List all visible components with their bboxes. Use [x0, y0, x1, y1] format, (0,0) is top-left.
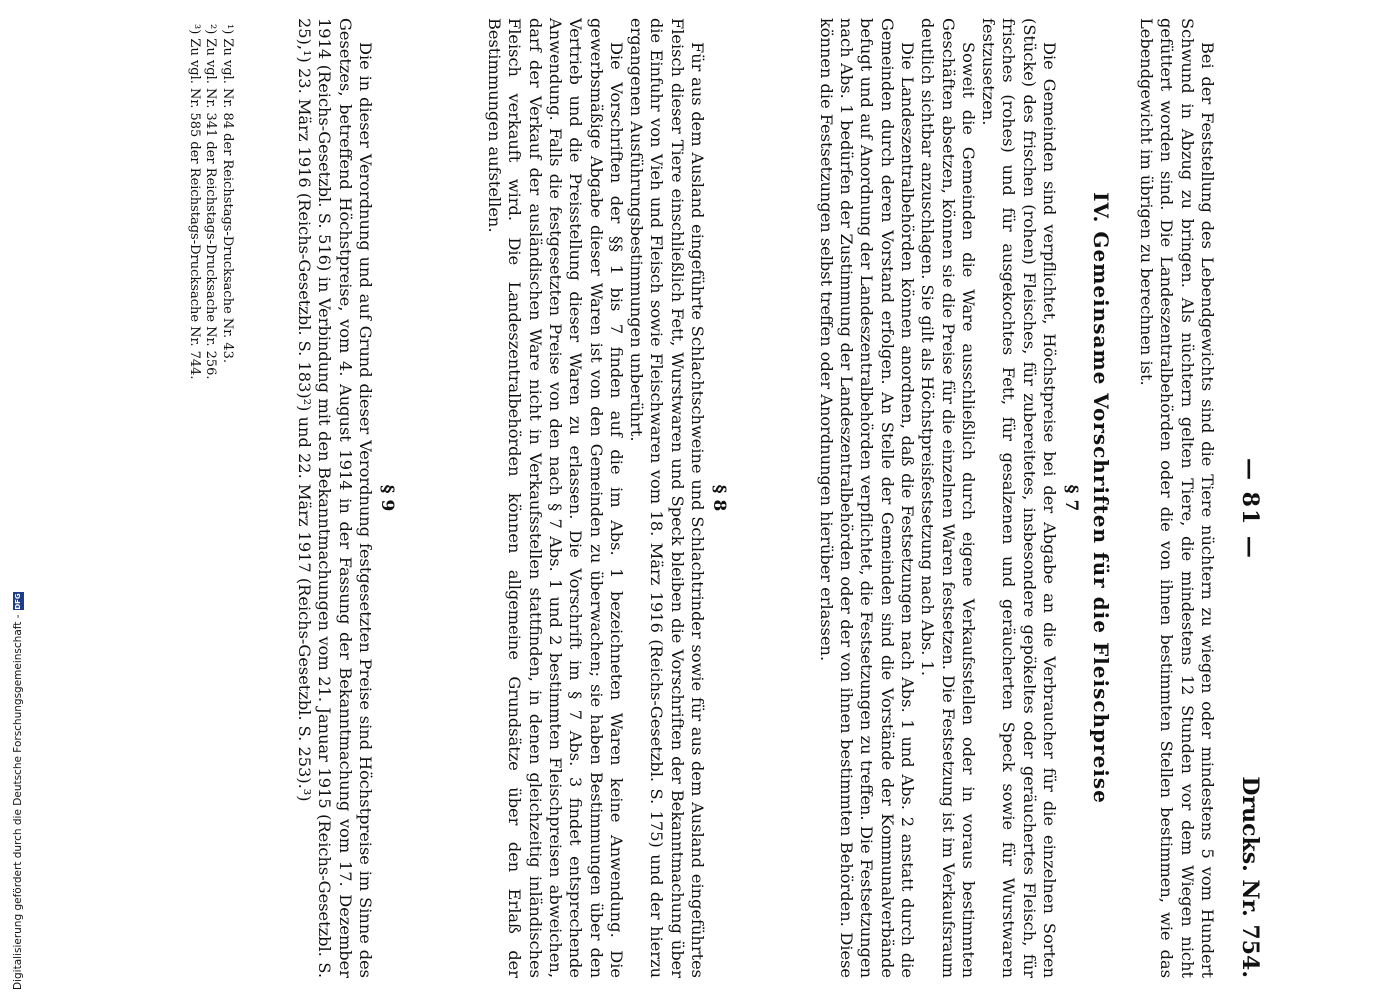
- section-8-paragraph: Für aus dem Ausland eingeführte Schlachtschweine und Schlachtrinder sowie für aus dem Ausland eingeführtes Fleisch dieser Tiere einschließlich Fett, Wurstwaren und Speck bleiben die Vorschriften der Bekanntmachung über die Einfuhr von Vieh und Fleisch sowie Fleischwaren vom 18. März 1916 (Reichs-Gesetzbl. S. 175) und der hierzu ergangenen Ausführungsbestimmungen unberührt.: [627, 18, 707, 978]
- footnote: ²) Zu vgl. Nr. 341 der Reichstags-Drucksache Nr. 256.: [203, 24, 219, 380]
- digitization-text: Digitalisierung gefördert durch die Deutsche Forschungsgemeinschaft -: [12, 614, 24, 990]
- section-title: IV. Gemeinsame Vorschriften für die Fleischpreise: [1089, 192, 1113, 804]
- page-number: — 81 —: [1237, 458, 1263, 560]
- section-8-body: [484, 18, 707, 978]
- intro-paragraph: Bei der Feststellung des Lebendgewichts sind die Tiere nüchtern zu wiegen oder mindestens 5 vom Hundert Schwund in Abzug zu bringen. Als nüchtern gelten Tiere, die mindestens 12 Stunden vor dem Wiegen nicht gefüttert worden sind. Die Landeszentralbehörden oder die von ihnen bestimmten Stellen bestimmen, wie das Lebendgewicht im übrigen zu berechnen ist.: [1137, 18, 1217, 978]
- section-9-body: [294, 18, 375, 978]
- section-9-paragraph: Die in dieser Verordnung und auf Grund dieser Verordnung festgesetzten Preise sind Höchstpreise im Sinne des Gesetzes, betreffend Höchstpreise, vom 4. August 1914 in der Fassung der Bekanntmachung vom 17. Dezember 1914 (Reichs-Gesetzbl. S. 516) in Verbindung mit den Bekanntmachungen vom 21. Januar 1915 (Reichs-Gesetzbl. S. 25),¹) 23. März 1916 (Reichs-Gesetzbl. S. 183)²) und 22. März 1917 (Reichs-Gesetzbl. S. 253).³): [295, 18, 375, 978]
- document-page: [130, 18, 1265, 978]
- digitization-note: [12, 590, 24, 990]
- section-7-paragraph: Die Gemeinden sind verpflichtet, Höchstpreise bei der Abgabe an die Verbraucher für die einzelnen Sorten (Stücke) des frischen (rohen) Fleisches, für zubereitetes, insbesondere gepökeltes oder geräuchertes Fleisch, für frisches (rohes) und für ausgekochtes Fett, für gesalzenen und geräucherten Speck sowie für Wurstwaren festzusetzen.: [979, 18, 1059, 978]
- section-8-paragraph: Die Vorschriften der §§ 1 bis 7 finden auf die im Abs. 1 bezeichneten Waren keine Anwendung. Die gewerbsmäßige Abgabe dieser Waren ist von den Gemeinden zu überwachen; sie haben Bestimmungen über den Vertrieb und die Preisstellung dieser Waren zu erlassen. Die Vorschrift im § 7 Abs. 3 findet entsprechende Anwendung. Falls die festgesetzten Preise von den nach § 7 Abs. 1 und 2 bestimmten Fleischpreisen abweichen, darf der Verkauf der ausländischen Ware nicht in Verkaufsstellen stattfinden, in denen gleichzeitig inländisches Fleisch verkauft wird. Die Landeszentralbehörden können allgemeine Grundsätze über den Erlaß der Bestimmungen aufstellen.: [485, 18, 626, 978]
- footnote: ³) Zu vgl. Nr. 585 der Reichstags-Drucksache Nr. 744.: [187, 24, 202, 380]
- page-header: [1225, 18, 1265, 978]
- section-7-paragraph: Soweit die Gemeinden die Ware ausschließlich durch eigene Verkaufsstellen oder in voraus bestimmten Geschäften absetzen, können sie die Preise für die einzelnen Waren festsetzen. Die Festsetzung ist im Verkaufsraum deutlich sichtbar anzuschlagen. Sie gilt als Höchstpreisfestsetzung nach Abs. 1.: [918, 18, 978, 978]
- section-9-mark: § 9: [377, 484, 397, 512]
- section-7-body: [815, 18, 1059, 978]
- section-7-mark: § 7: [1061, 484, 1081, 512]
- footnote: ¹) Zu vgl. Nr. 84 der Reichstags-Drucksache Nr. 43.: [220, 24, 235, 363]
- drucksache-number: Drucks. Nr. 754.: [1237, 776, 1263, 978]
- section-8-mark: § 8: [709, 484, 729, 512]
- section-7-paragraph: Die Landeszentralbehörden können anordnen, daß die Festsetzungen nach Abs. 1 und Abs. 2 anstatt durch die Gemeinden durch deren Vorstand erfolgen. An Stelle der Gemeinden sind die Vorstände der Kommunalverbände befugt und auf Anordnung der Landeszentralbehörden verpflichtet, die Festsetzungen zu treffen. Die Festsetzungen nach Abs. 1 bedürfen der Zustimmung der Landeszentralbehörden oder der von ihnen bestimmten Behörden. Diese können die Festsetzungen selbst treffen oder Anordnungen hierüber erlassen.: [816, 18, 917, 978]
- dfg-logo-icon: DFG: [13, 593, 22, 610]
- footnotes: [186, 18, 236, 978]
- intro-block: [1136, 18, 1217, 978]
